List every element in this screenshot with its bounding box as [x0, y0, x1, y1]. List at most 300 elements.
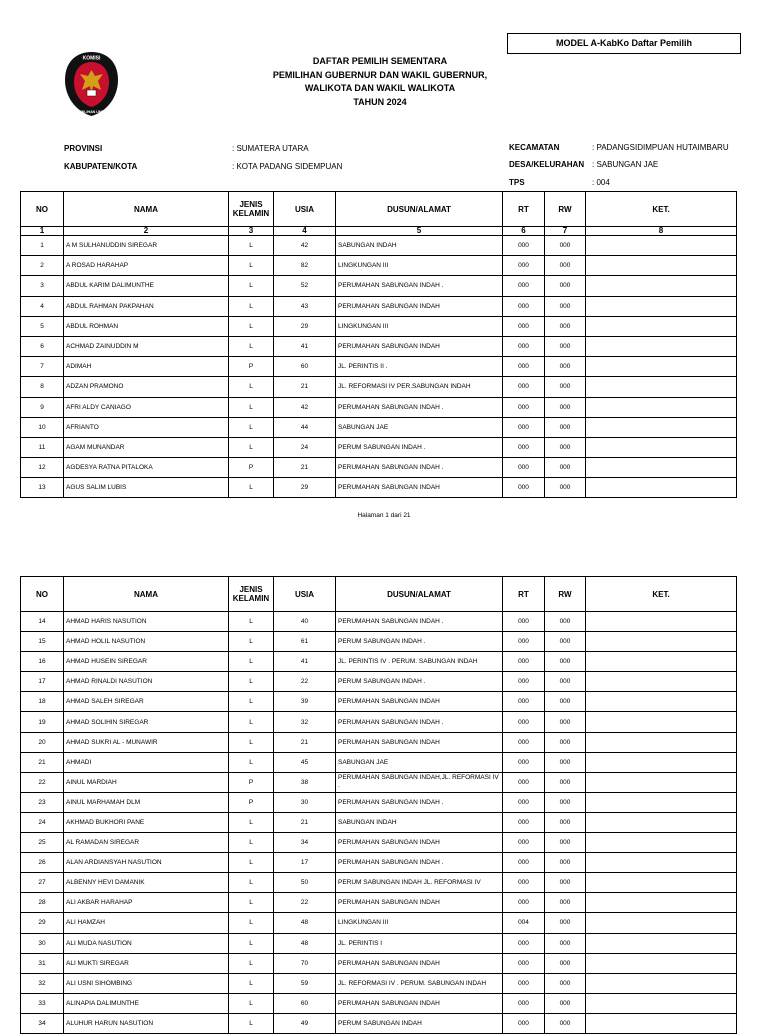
cell-rt: 000	[503, 276, 545, 296]
cell-alamat: JL. PERINTIS IV . PERUM. SABUNGAN INDAH	[336, 652, 503, 672]
table-row	[21, 437, 737, 457]
cell-jenis-kelamin: L	[229, 236, 274, 256]
col-number: 1	[21, 227, 64, 236]
cell-ket	[586, 612, 737, 632]
title-line: PEMILIHAN GUBERNUR DAN WAKIL GUBERNUR,	[272, 69, 488, 80]
cell-no: 11	[21, 437, 64, 457]
cell-alamat: JL. PERINTIS I	[336, 933, 503, 953]
cell-ket	[586, 478, 737, 498]
cell-alamat: PERUMAHAN SABUNGAN INDAH	[336, 953, 503, 973]
cell-rt: 000	[503, 458, 545, 478]
tps-value: : 004	[592, 178, 610, 187]
table-row	[21, 357, 737, 377]
cell-nama: ALBENNY HEVI DAMANIK	[64, 873, 229, 893]
cell-nama: AKHMAD BUKHORI PANE	[64, 812, 229, 832]
col-header-rt: RT	[503, 577, 545, 612]
col-header-jenis-kelamin	[229, 192, 274, 227]
cell-ket	[586, 732, 737, 752]
table-row	[21, 812, 737, 832]
cell-jenis-kelamin: P	[229, 772, 274, 792]
cell-usia: 21	[274, 377, 336, 397]
cell-nama: AINUL MARDIAH	[64, 772, 229, 792]
cell-nama: A M SULHANUDDIN SIREGAR	[64, 236, 229, 256]
title-line: WALIKOTA DAN WAKIL WALIKOTA	[304, 83, 456, 93]
cell-rw: 000	[545, 397, 586, 417]
cell-jenis-kelamin: L	[229, 397, 274, 417]
cell-no: 32	[21, 973, 64, 993]
cell-rw: 000	[545, 336, 586, 356]
cell-usia: 61	[274, 632, 336, 652]
cell-no: 20	[21, 732, 64, 752]
cell-jenis-kelamin: P	[229, 792, 274, 812]
cell-ket	[586, 853, 737, 873]
cell-no: 15	[21, 632, 64, 652]
cell-rw: 000	[545, 1013, 586, 1033]
col-header-rw: RW	[545, 192, 586, 227]
cell-nama: ABDUL KARIM DALIMUNTHE	[64, 276, 229, 296]
cell-rt: 000	[503, 812, 545, 832]
cell-rt: 000	[503, 236, 545, 256]
table-row	[21, 913, 737, 933]
jk-line2: KELAMIN	[232, 594, 270, 603]
table-row	[21, 612, 737, 632]
cell-jenis-kelamin: L	[229, 833, 274, 853]
cell-rt: 000	[503, 973, 545, 993]
col-number: 2	[64, 227, 229, 236]
table-row	[21, 458, 737, 478]
col-header-no: NO	[21, 577, 64, 612]
cell-ket	[586, 276, 737, 296]
cell-alamat: PERUM SABUNGAN INDAH	[336, 1013, 503, 1033]
cell-rw: 000	[545, 316, 586, 336]
col-header-jenis-kelamin	[229, 577, 274, 612]
table-row	[21, 752, 737, 772]
cell-usia: 41	[274, 652, 336, 672]
cell-usia: 32	[274, 712, 336, 732]
cell-nama: ALAN ARDIANSYAH NASUTION	[64, 853, 229, 873]
cell-nama: AGAM MUNANDAR	[64, 437, 229, 457]
cell-rt: 000	[503, 853, 545, 873]
cell-ket	[586, 437, 737, 457]
cell-nama: AHMAD SOLIHIN SIREGAR	[64, 712, 229, 732]
cell-rw: 000	[545, 993, 586, 1013]
cell-nama: ADIMAH	[64, 357, 229, 377]
cell-nama: AINUL MARHAMAH DLM	[64, 792, 229, 812]
cell-jenis-kelamin: L	[229, 853, 274, 873]
cell-rt: 000	[503, 377, 545, 397]
cell-jenis-kelamin: L	[229, 652, 274, 672]
desa-value: : SABUNGAN JAE	[592, 160, 659, 169]
cell-usia: 24	[274, 437, 336, 457]
cell-no: 1	[21, 236, 64, 256]
cell-usia: 17	[274, 853, 336, 873]
table-row	[21, 732, 737, 752]
cell-alamat: PERUMAHAN SABUNGAN INDAH .	[336, 276, 503, 296]
cell-ket	[586, 357, 737, 377]
cell-no: 7	[21, 357, 64, 377]
cell-alamat: SABUNGAN JAE	[336, 752, 503, 772]
page-footer: Halaman 1 dari 21	[357, 512, 411, 519]
desa-label: DESA/KELURAHAN	[509, 160, 585, 169]
cell-alamat: PERUMAHAN SABUNGAN INDAH	[336, 833, 503, 853]
cell-alamat: PERUMAHAN SABUNGAN INDAH .	[336, 612, 503, 632]
cell-ket	[586, 652, 737, 672]
cell-ket	[586, 1013, 737, 1033]
cell-no: 8	[21, 377, 64, 397]
cell-usia: 21	[274, 732, 336, 752]
table-row	[21, 672, 737, 692]
col-number: 3	[229, 227, 274, 236]
voter-table-page1	[20, 191, 737, 498]
cell-usia: 42	[274, 236, 336, 256]
cell-nama: AFRIANTO	[64, 417, 229, 437]
cell-jenis-kelamin: L	[229, 812, 274, 832]
cell-ket	[586, 712, 737, 732]
table-row	[21, 417, 737, 437]
table-row	[21, 1013, 737, 1033]
jk-line2: KELAMIN	[232, 209, 270, 218]
table-row	[21, 296, 737, 316]
cell-nama: AHMAD HOLIL NASUTION	[64, 632, 229, 652]
cell-no: 34	[21, 1013, 64, 1033]
voter-table-page2	[20, 576, 737, 1034]
cell-ket	[586, 953, 737, 973]
cell-ket	[586, 833, 737, 853]
cell-rt: 000	[503, 772, 545, 792]
cell-alamat: PERUMAHAN SABUNGAN INDAH	[336, 893, 503, 913]
cell-rw: 000	[545, 632, 586, 652]
cell-alamat: PERUMAHAN SABUNGAN INDAH .	[336, 397, 503, 417]
cell-no: 19	[21, 712, 64, 732]
cell-rw: 000	[545, 913, 586, 933]
cell-jenis-kelamin: L	[229, 296, 274, 316]
cell-alamat: PERUMAHAN SABUNGAN INDAH,JL. REFORMASI IV .	[336, 772, 503, 792]
cell-rw: 000	[545, 933, 586, 953]
cell-ket	[586, 792, 737, 812]
cell-alamat: PERUMAHAN SABUNGAN INDAH	[336, 692, 503, 712]
col-header-ket: KET.	[586, 192, 737, 227]
cell-rw: 000	[545, 772, 586, 792]
cell-nama: ALI MUKTI SIREGAR	[64, 953, 229, 973]
table-row	[21, 652, 737, 672]
cell-no: 21	[21, 752, 64, 772]
model-label: MODEL A-KabKo Daftar Pemilih	[507, 33, 741, 54]
table-row	[21, 316, 737, 336]
cell-usia: 60	[274, 993, 336, 1013]
table-row	[21, 397, 737, 417]
cell-jenis-kelamin: L	[229, 873, 274, 893]
cell-rw: 000	[545, 612, 586, 632]
cell-ket	[586, 752, 737, 772]
cell-nama: AL RAMADAN SIREGAR	[64, 833, 229, 853]
cell-usia: 43	[274, 296, 336, 316]
cell-nama: AGDESYA RATNA PITALOKA	[64, 458, 229, 478]
cell-alamat: PERUMAHAN SABUNGAN INDAH .	[336, 712, 503, 732]
cell-ket	[586, 973, 737, 993]
cell-jenis-kelamin: L	[229, 913, 274, 933]
cell-nama: ADZAN PRAMONO	[64, 377, 229, 397]
cell-jenis-kelamin: L	[229, 276, 274, 296]
cell-rt: 000	[503, 692, 545, 712]
cell-ket	[586, 672, 737, 692]
cell-alamat: PERUMAHAN SABUNGAN INDAH	[336, 336, 503, 356]
cell-rw: 000	[545, 417, 586, 437]
table-row	[21, 256, 737, 276]
title-line: DAFTAR PEMILIH SEMENTARA	[312, 56, 448, 66]
cell-nama: ALI USNI SIHOMBING	[64, 973, 229, 993]
cell-nama: ALI HAMZAH	[64, 913, 229, 933]
provinsi-label: PROVINSI	[64, 144, 103, 153]
cell-rt: 000	[503, 752, 545, 772]
cell-jenis-kelamin: L	[229, 893, 274, 913]
cell-alamat: JL. REFORMASI IV . PERUM. SABUNGAN INDAH	[336, 973, 503, 993]
jk-line1: JENIS	[239, 200, 263, 209]
cell-usia: 48	[274, 933, 336, 953]
cell-rw: 000	[545, 853, 586, 873]
cell-jenis-kelamin: L	[229, 316, 274, 336]
cell-jenis-kelamin: L	[229, 437, 274, 457]
cell-alamat: PERUM SABUNGAN INDAH .	[336, 632, 503, 652]
cell-alamat: LINGKUNGAN III	[336, 256, 503, 276]
cell-rt: 000	[503, 833, 545, 853]
cell-rt: 000	[503, 397, 545, 417]
cell-jenis-kelamin: L	[229, 712, 274, 732]
col-header-alamat: DUSUN/ALAMAT	[336, 192, 503, 227]
cell-nama: ALI MUDA NASUTION	[64, 933, 229, 953]
cell-ket	[586, 893, 737, 913]
cell-jenis-kelamin: L	[229, 478, 274, 498]
cell-rt: 000	[503, 732, 545, 752]
cell-usia: 45	[274, 752, 336, 772]
cell-rw: 000	[545, 236, 586, 256]
cell-no: 23	[21, 792, 64, 812]
cell-nama: ABDUL RAHMAN PAKPAHAN	[64, 296, 229, 316]
cell-jenis-kelamin: L	[229, 632, 274, 652]
cell-rt: 000	[503, 612, 545, 632]
cell-usia: 29	[274, 478, 336, 498]
cell-rw: 000	[545, 458, 586, 478]
cell-nama: AHMADI	[64, 752, 229, 772]
cell-rt: 000	[503, 632, 545, 652]
cell-usia: 52	[274, 276, 336, 296]
cell-rw: 000	[545, 296, 586, 316]
cell-ket	[586, 336, 737, 356]
cell-ket	[586, 377, 737, 397]
cell-rw: 000	[545, 357, 586, 377]
kabkota-label: KABUPATEN/KOTA	[64, 162, 138, 171]
cell-usia: 50	[274, 873, 336, 893]
cell-no: 6	[21, 336, 64, 356]
cell-no: 25	[21, 833, 64, 853]
cell-nama: AGUS SALIM LUBIS	[64, 478, 229, 498]
cell-ket	[586, 316, 737, 336]
cell-alamat: SABUNGAN INDAH	[336, 236, 503, 256]
cell-rw: 000	[545, 732, 586, 752]
col-header-nama: NAMA	[64, 192, 229, 227]
cell-no: 3	[21, 276, 64, 296]
col-number: 4	[274, 227, 336, 236]
cell-no: 4	[21, 296, 64, 316]
cell-alamat: PERUMAHAN SABUNGAN INDAH	[336, 296, 503, 316]
table-row	[21, 377, 737, 397]
cell-jenis-kelamin: L	[229, 256, 274, 276]
cell-rw: 000	[545, 377, 586, 397]
cell-nama: ACHMAD ZAINUDDIN M	[64, 336, 229, 356]
cell-ket	[586, 913, 737, 933]
cell-usia: 40	[274, 612, 336, 632]
cell-no: 12	[21, 458, 64, 478]
cell-ket	[586, 873, 737, 893]
table-row	[21, 276, 737, 296]
col-number: 5	[336, 227, 503, 236]
cell-ket	[586, 812, 737, 832]
col-header-ket: KET.	[586, 577, 737, 612]
table-row	[21, 478, 737, 498]
cell-no: 14	[21, 612, 64, 632]
cell-ket	[586, 458, 737, 478]
cell-rw: 000	[545, 833, 586, 853]
cell-rw: 000	[545, 873, 586, 893]
table-row	[21, 772, 737, 792]
cell-rw: 000	[545, 812, 586, 832]
kecamatan-value: : PADANGSIDIMPUAN HUTAIMBARU	[592, 143, 729, 152]
cell-nama: ABDUL ROHMAN	[64, 316, 229, 336]
cell-ket	[586, 397, 737, 417]
cell-ket	[586, 772, 737, 792]
cell-rw: 000	[545, 276, 586, 296]
cell-no: 2	[21, 256, 64, 276]
cell-nama: AHMAD SALEH SIREGAR	[64, 692, 229, 712]
cell-rt: 004	[503, 913, 545, 933]
cell-jenis-kelamin: L	[229, 993, 274, 1013]
cell-usia: 39	[274, 692, 336, 712]
col-header-usia: USIA	[274, 577, 336, 612]
cell-jenis-kelamin: L	[229, 612, 274, 632]
cell-no: 30	[21, 933, 64, 953]
cell-rt: 000	[503, 316, 545, 336]
cell-usia: 49	[274, 1013, 336, 1033]
cell-alamat: JL. PERINTIS II .	[336, 357, 503, 377]
col-header-usia: USIA	[274, 192, 336, 227]
cell-rt: 000	[503, 296, 545, 316]
cell-rw: 000	[545, 792, 586, 812]
cell-rt: 000	[503, 933, 545, 953]
table-row	[21, 792, 737, 812]
cell-rt: 000	[503, 417, 545, 437]
cell-nama: AHMAD SUKRI AL - MUNAWIR	[64, 732, 229, 752]
cell-jenis-kelamin: L	[229, 953, 274, 973]
cell-usia: 70	[274, 953, 336, 973]
logo-text-bottom: PEMILIHAN UMUM	[75, 110, 108, 114]
cell-usia: 22	[274, 672, 336, 692]
col-header-rw: RW	[545, 577, 586, 612]
cell-jenis-kelamin: L	[229, 973, 274, 993]
cell-nama: AHMAD HARIS NASUTION	[64, 612, 229, 632]
table-row	[21, 853, 737, 873]
cell-ket	[586, 296, 737, 316]
cell-no: 31	[21, 953, 64, 973]
col-number: 8	[586, 227, 737, 236]
table-row	[21, 873, 737, 893]
col-header-alamat: DUSUN/ALAMAT	[336, 577, 503, 612]
cell-alamat: PERUMAHAN SABUNGAN INDAH	[336, 993, 503, 1013]
cell-no: 26	[21, 853, 64, 873]
cell-nama: ALUHUR HARUN NASUTION	[64, 1013, 229, 1033]
cell-ket	[586, 417, 737, 437]
cell-rt: 000	[503, 792, 545, 812]
cell-no: 13	[21, 478, 64, 498]
cell-alamat: PERUMAHAN SABUNGAN INDAH .	[336, 792, 503, 812]
col-header-rt: RT	[503, 192, 545, 227]
cell-rw: 000	[545, 692, 586, 712]
title-line: TAHUN 2024	[353, 96, 407, 107]
col-header-nama: NAMA	[64, 577, 229, 612]
cell-usia: 59	[274, 973, 336, 993]
cell-nama: AFRI ALDY CANIAGO	[64, 397, 229, 417]
cell-no: 5	[21, 316, 64, 336]
cell-usia: 42	[274, 397, 336, 417]
table-row	[21, 833, 737, 853]
cell-rt: 000	[503, 953, 545, 973]
column-number-row	[21, 227, 737, 236]
cell-jenis-kelamin: L	[229, 672, 274, 692]
table-header-row	[21, 192, 737, 227]
cell-jenis-kelamin: L	[229, 732, 274, 752]
cell-ket	[586, 632, 737, 652]
cell-ket	[586, 692, 737, 712]
cell-no: 27	[21, 873, 64, 893]
cell-rw: 000	[545, 893, 586, 913]
cell-usia: 41	[274, 336, 336, 356]
cell-rw: 000	[545, 953, 586, 973]
cell-no: 17	[21, 672, 64, 692]
cell-rw: 000	[545, 752, 586, 772]
cell-usia: 48	[274, 913, 336, 933]
cell-usia: 21	[274, 458, 336, 478]
cell-usia: 29	[274, 316, 336, 336]
cell-jenis-kelamin: P	[229, 357, 274, 377]
cell-no: 18	[21, 692, 64, 712]
cell-rt: 000	[503, 357, 545, 377]
cell-rt: 000	[503, 672, 545, 692]
cell-jenis-kelamin: L	[229, 1013, 274, 1033]
tps-label: TPS	[509, 178, 525, 187]
cell-nama: AHMAD RINALDI NASUTION	[64, 672, 229, 692]
cell-rt: 000	[503, 1013, 545, 1033]
cell-usia: 34	[274, 833, 336, 853]
cell-rw: 000	[545, 672, 586, 692]
cell-usia: 60	[274, 357, 336, 377]
jk-line1: JENIS	[239, 585, 263, 594]
cell-alamat: PERUMAHAN SABUNGAN INDAH .	[336, 458, 503, 478]
cell-alamat: PERUM SABUNGAN INDAH .	[336, 672, 503, 692]
cell-ket	[586, 256, 737, 276]
cell-alamat: SABUNGAN JAE	[336, 417, 503, 437]
kabkota-value: : KOTA PADANG SIDEMPUAN	[232, 162, 343, 171]
cell-nama: ALINAPIA DALIMUNTHE	[64, 993, 229, 1013]
col-header-no: NO	[21, 192, 64, 227]
cell-alamat: LINGKUNGAN III	[336, 316, 503, 336]
cell-jenis-kelamin: L	[229, 336, 274, 356]
cell-alamat: PERUM SABUNGAN INDAH .	[336, 437, 503, 457]
cell-alamat: PERUM SABUNGAN INDAH JL. REFORMASI IV	[336, 873, 503, 893]
cell-jenis-kelamin: L	[229, 692, 274, 712]
cell-alamat: SABUNGAN INDAH	[336, 812, 503, 832]
document-title	[240, 55, 520, 109]
cell-no: 16	[21, 652, 64, 672]
table-row	[21, 712, 737, 732]
cell-alamat: PERUMAHAN SABUNGAN INDAH .	[336, 853, 503, 873]
